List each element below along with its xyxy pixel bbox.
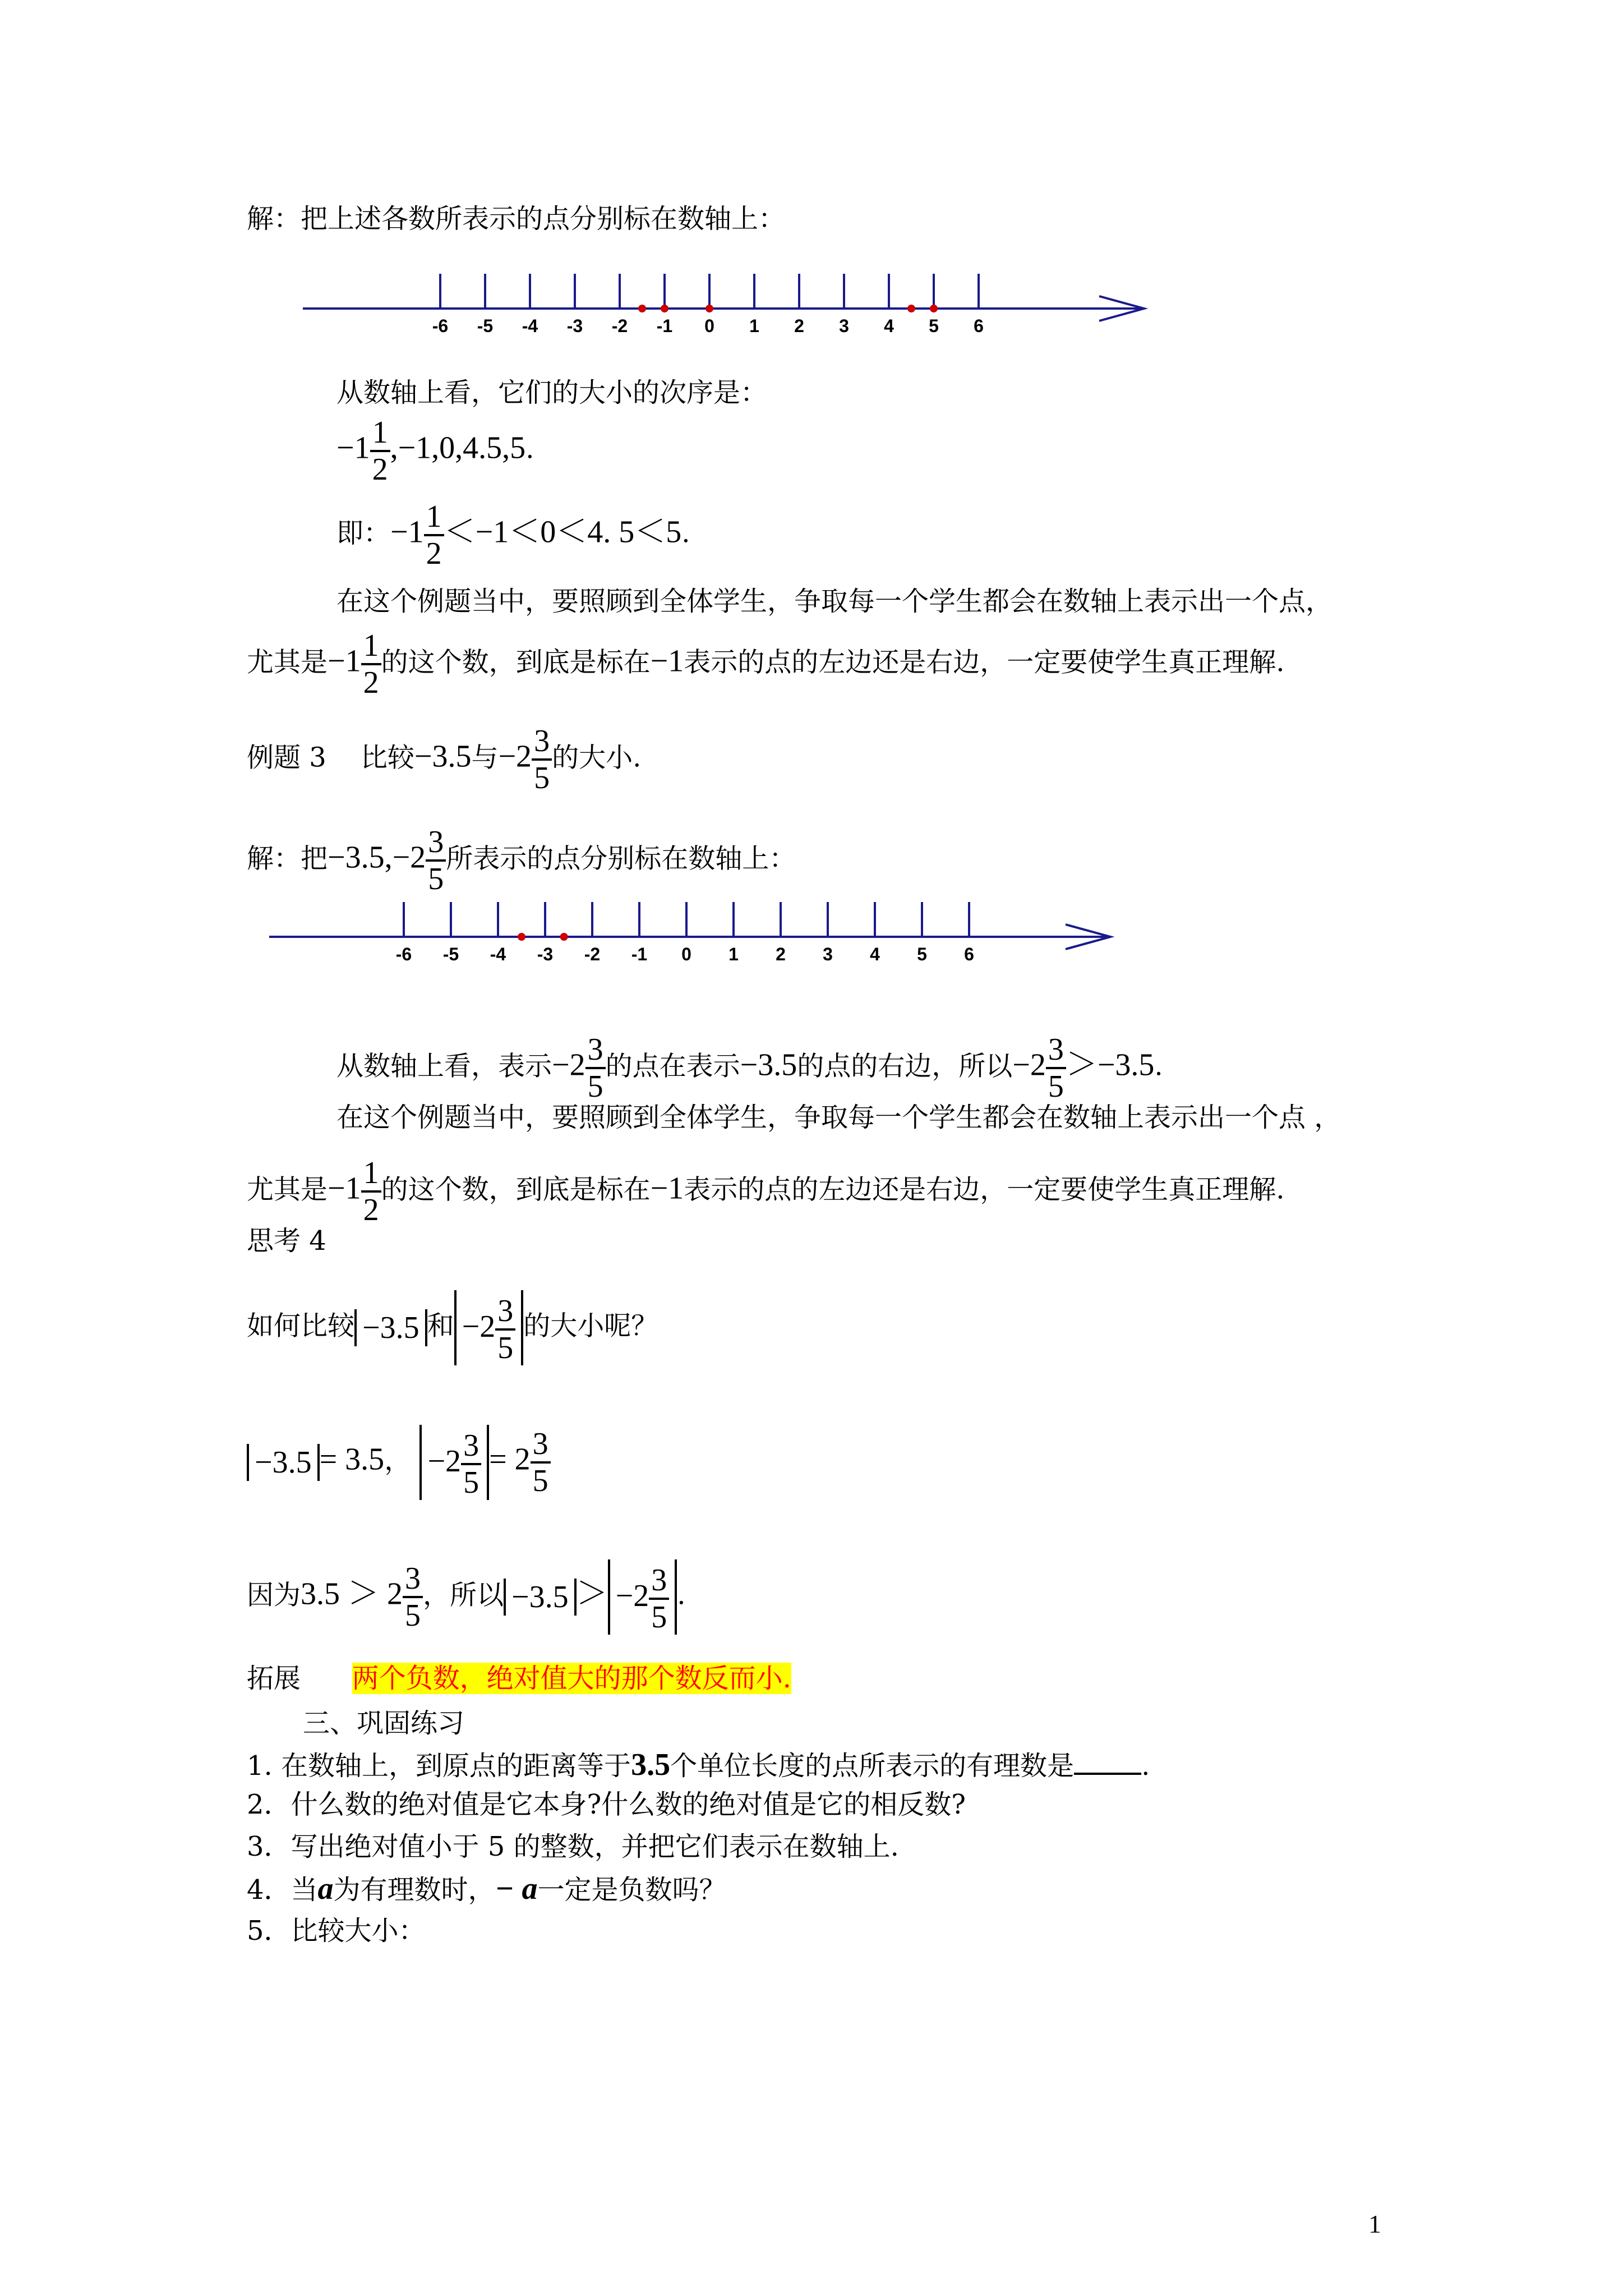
- order-intro: 从数轴上看，它们的大小的次序是：: [336, 377, 768, 408]
- tick-label: 6: [974, 316, 984, 336]
- tick-label: 3: [839, 316, 849, 336]
- point-marker: [560, 933, 568, 941]
- practice-q1: 1. 在数轴上，到原点的距离等于3.5个单位长度的点所表示的有理数是 .: [247, 1745, 1150, 1784]
- tick-label: -6: [432, 316, 449, 336]
- think-4-equations: −3.5 = 3.5， −2 $\frac{3}{5}$ = 2 $\frac{3}{5}$: [247, 1425, 551, 1500]
- practice-title: 三、巩固练习: [303, 1708, 465, 1739]
- tick-label: 5: [929, 316, 939, 336]
- tick-label: -3: [566, 316, 583, 336]
- remark-2-line-1: 在这个例题当中，要照顾到全体学生，争取每一个学生都会在数轴上表示出一个点 ，: [336, 1102, 1341, 1133]
- tick-label: -5: [477, 316, 494, 336]
- point-marker: [907, 305, 915, 312]
- tick-label: -2: [584, 944, 601, 964]
- tick-label: 0: [681, 944, 691, 964]
- think-4-question: 如何比较 −3.5 和 −2 $\frac{3}{5}$ 的大小呢？: [247, 1290, 658, 1365]
- tick-label: -1: [631, 944, 648, 964]
- tick-label: 6: [964, 944, 974, 964]
- tick-label: 4: [884, 316, 894, 336]
- remark-2-line-2: 尤其是−1 $\frac{1}{2}$ 的这个数，到底是标在−1表示的点的左边还是右边，一定要使学生真正理解.: [247, 1156, 1285, 1227]
- remark-1-line-2: 尤其是−1 $\frac{1}{2}$ 的这个数，到底是标在−1表示的点的左边还是右边，一定要使学生真正理解.: [247, 628, 1285, 700]
- tick-label: -2: [611, 316, 628, 336]
- tick-label: 0: [704, 316, 714, 336]
- order-sequence: −1 $\frac{1}{2}$ ,−1,0,4.5,5.: [336, 415, 534, 487]
- point-marker: [661, 305, 668, 312]
- tick-label: -1: [656, 316, 673, 336]
- number-line-2: [258, 898, 1122, 976]
- solution-3-intro: 解：把−3.5,−2 $\frac{3}{5}$ 所表示的点分别标在数轴上：: [247, 825, 796, 896]
- answer-blank[interactable]: [1074, 1745, 1141, 1775]
- tick-label: 2: [776, 944, 786, 964]
- tick-label: 1: [728, 944, 739, 964]
- tick-label: -5: [442, 944, 459, 964]
- order-inequality: 即：−1 $\frac{1}{2}$ ＜−1＜0＜4. 5＜5.: [336, 499, 690, 571]
- remark-1-line-1: 在这个例题当中，要照顾到全体学生，争取每一个学生都会在数轴上表示出一个点，: [336, 586, 1333, 617]
- tick-label: 2: [794, 316, 804, 336]
- point-marker: [638, 305, 646, 312]
- page-number: 1: [1368, 2210, 1381, 2238]
- tick-label: 5: [917, 944, 927, 964]
- tick-label: 1: [749, 316, 759, 336]
- number-line-1: [292, 269, 1155, 348]
- tick-label: -6: [395, 944, 412, 964]
- think-4-label: 思考 4: [247, 1225, 326, 1257]
- practice-q2: 2．什么数的绝对值是它本身?什么数的绝对值是它的相反数?: [247, 1789, 966, 1820]
- practice-q3: 3．写出绝对值小于 5 的整数，并把它们表示在数轴上.: [247, 1831, 899, 1862]
- extension-highlight: 两个负数，绝对值大的那个数反而小: [352, 1663, 783, 1694]
- think-4-conclusion: 因为3.5 ＞ 2 $\frac{3}{5}$ ，所以 −3.5 ＞ −2 $\frac{3}{5}$ .: [247, 1559, 685, 1635]
- tick-label: -4: [490, 944, 506, 964]
- extension: 拓展 两个负数，绝对值大的那个数反而小.: [247, 1663, 791, 1694]
- tick-label: 3: [823, 944, 833, 964]
- tick-label: -3: [537, 944, 554, 964]
- tick-label: 4: [870, 944, 880, 964]
- point-marker: [930, 305, 938, 312]
- tick-label: -4: [522, 316, 538, 336]
- practice-q5: 5．比较大小：: [247, 1915, 426, 1947]
- solution-intro: 解：把上述各数所表示的点分别标在数轴上：: [247, 203, 786, 234]
- point-marker: [518, 933, 525, 941]
- example-3: 例题 3 比较−3.5与−2 $\frac{3}{5}$ 的大小.: [247, 724, 642, 795]
- point-marker: [706, 305, 713, 312]
- conclusion-3: 从数轴上看，表示−2 $\frac{3}{5}$ 的点在表示−3.5的点的右边，所以−2 $\frac{3}{5}$ ＞−3.5.: [336, 1032, 1163, 1104]
- practice-q4: 4．当a为有理数时，− a一定是负数吗？: [247, 1871, 726, 1906]
